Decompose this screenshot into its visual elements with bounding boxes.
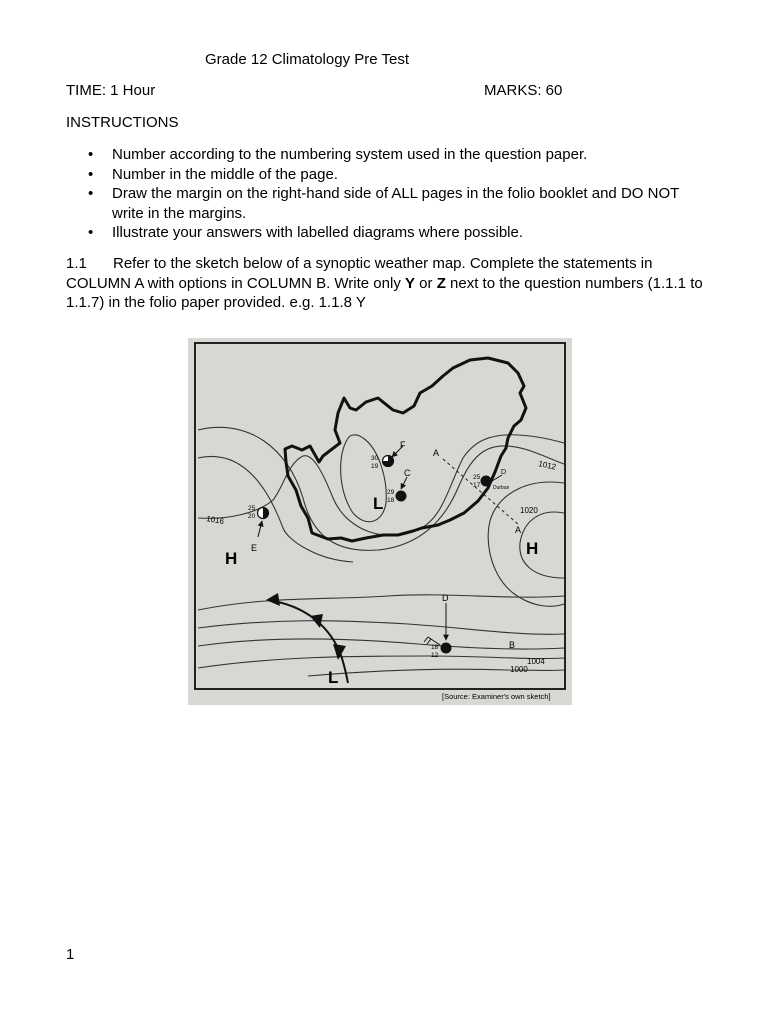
- bullet-icon: •: [88, 185, 94, 202]
- bullet-icon: •: [88, 165, 94, 183]
- instruction-item: [66, 145, 686, 165]
- station-e-dew: 20: [248, 513, 256, 520]
- station-c-temp: 29: [387, 489, 395, 496]
- station-durban-name: Durban: [493, 485, 510, 491]
- answer-option-y: Y: [405, 274, 416, 292]
- page-number: 1: [66, 946, 75, 963]
- total-marks: MARKS: 60: [484, 82, 563, 99]
- question-text-or: or: [415, 274, 437, 292]
- front-triangle: [266, 593, 280, 606]
- synoptic-weather-map: [188, 338, 572, 705]
- isobar-south-1: [198, 595, 564, 610]
- map-source-caption: [Source: Examiner's own sketch]: [442, 692, 551, 701]
- question-number: 1.1: [66, 255, 87, 272]
- label-d-small: D: [501, 469, 507, 476]
- instruction-item: [66, 184, 686, 223]
- high-pressure-east: H: [526, 539, 539, 558]
- line-a-a: [443, 459, 519, 525]
- label-a-top: A: [433, 448, 440, 458]
- question-text-part2: next to the question numbers (1.1.1 to 1.1.7) in the folio paper provided. e.g. 1.1.8 Y: [66, 274, 703, 311]
- isobar-label-1000: 1000: [510, 665, 528, 674]
- document-title: Grade 12 Climatology Pre Test: [205, 51, 409, 68]
- label-d: D: [442, 593, 449, 603]
- instruction-item: [66, 165, 686, 185]
- high-pressure-west: H: [225, 549, 238, 568]
- label-a-bottom: A: [515, 525, 522, 535]
- isobar-label-1020: 1020: [520, 506, 538, 515]
- question-1-1: [66, 254, 706, 313]
- front-triangle: [333, 644, 346, 660]
- label-e: E: [251, 543, 258, 553]
- synoptic-map-sketch: [188, 338, 572, 705]
- station-c: [396, 477, 408, 502]
- isobar-label-1016: 1016: [205, 514, 225, 527]
- station-durban-dew: 17: [473, 482, 481, 489]
- instructions-list: [66, 145, 686, 243]
- question-text-part1: Refer to the sketch below of a synoptic weather map. Complete the statements in COLUMN A with options in COLUMN B. Write only: [66, 255, 653, 292]
- low-pressure-south: L: [328, 668, 339, 687]
- label-c: C: [404, 468, 411, 478]
- low-pressure-inland: L: [373, 494, 384, 513]
- isobar-label-1004: 1004: [527, 657, 545, 666]
- station-f-dew: 19: [371, 463, 379, 470]
- station-durban-temp: 25: [473, 474, 481, 481]
- station-f-temp: 30: [371, 455, 379, 462]
- station-c-dew: 18: [387, 497, 395, 504]
- station-e-temp: 25: [248, 505, 256, 512]
- bullet-icon: •: [88, 224, 94, 241]
- station-e: [258, 508, 269, 538]
- instruction-text: Draw the margin on the right-hand side of ALL pages in the folio booklet and DO NOT write in the margins.: [112, 185, 679, 222]
- instruction-item: [66, 223, 686, 243]
- label-f: F: [400, 440, 406, 450]
- station-b-temp: 18: [431, 644, 439, 651]
- instructions-heading: INSTRUCTIONS: [66, 114, 179, 131]
- label-b: B: [509, 640, 516, 650]
- isobar-label-1012: 1012: [537, 459, 557, 472]
- instruction-text: Number according to the numbering system used in the question paper.: [112, 146, 588, 163]
- time-allowed: TIME: 1 Hour: [66, 82, 156, 99]
- isobar-west: [198, 456, 353, 562]
- bullet-icon: •: [88, 146, 94, 163]
- isobar-south-2: [198, 621, 564, 635]
- instruction-text: Illustrate your answers with labelled diagrams where possible.: [112, 224, 524, 241]
- answer-option-z: Z: [436, 274, 446, 292]
- station-b-dew: 12: [431, 652, 439, 659]
- instruction-text: Number in the middle of the page.: [112, 165, 338, 183]
- country-outline: [285, 358, 526, 541]
